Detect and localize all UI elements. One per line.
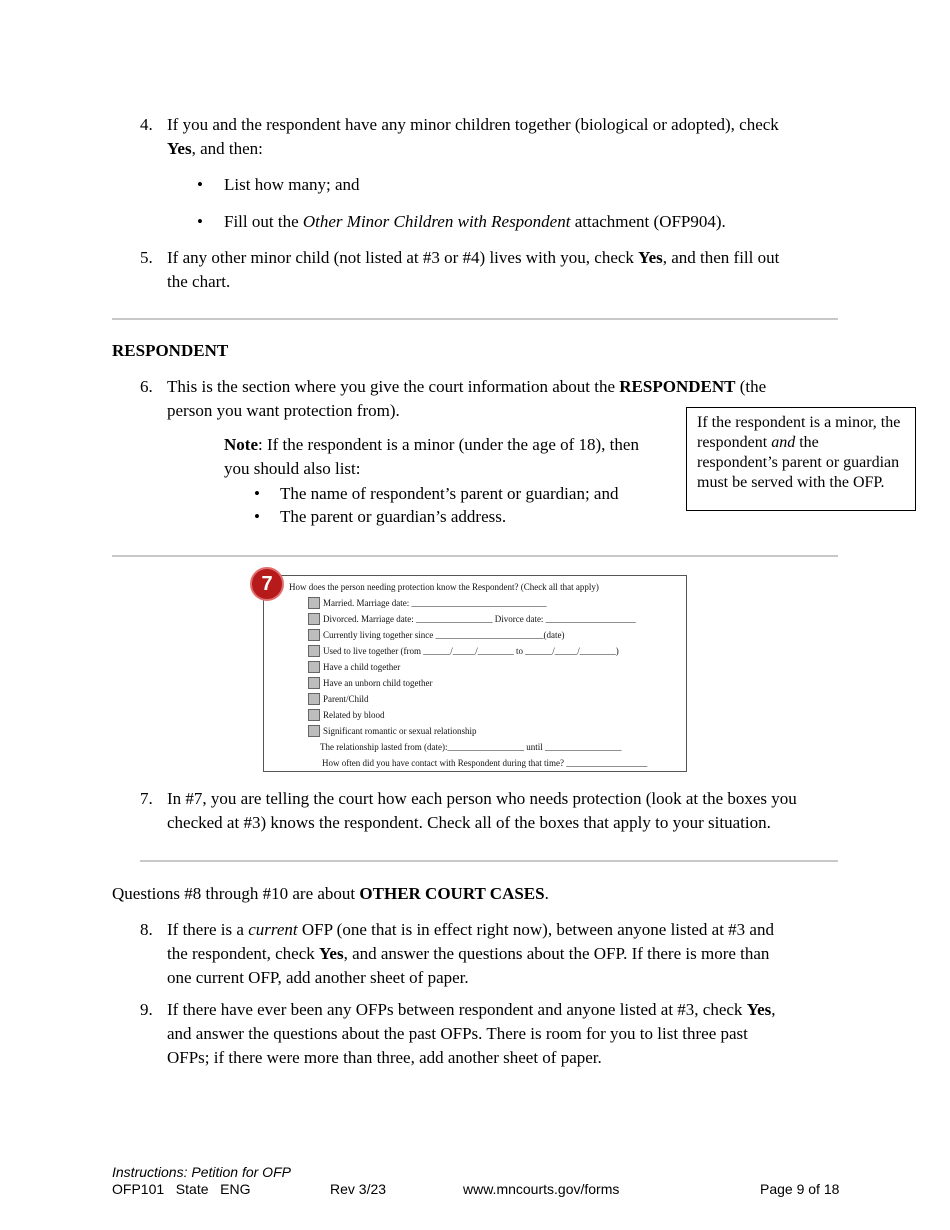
checkbox-icon — [308, 677, 320, 689]
item-7-number: 7. — [140, 789, 153, 808]
form-checkbox-item: Significant romantic or sexual relationship — [308, 723, 476, 739]
checkbox-icon — [308, 725, 320, 737]
form-checkbox-item: Married. Marriage date: ______________________________ — [308, 595, 546, 611]
item-4-bullet-1: List how many; and — [224, 175, 360, 194]
checkbox-icon — [308, 661, 320, 673]
form-excerpt-question-7 — [263, 575, 687, 772]
footer-form-code: OFP101 State ENG — [112, 1181, 251, 1197]
bullet-icon: • — [254, 484, 260, 503]
checkbox-icon — [308, 629, 320, 641]
form-checkbox-item: Have a child together — [308, 659, 400, 675]
section-divider — [112, 555, 838, 557]
item-9-number: 9. — [140, 1000, 153, 1019]
form-checkbox-item: Have an unborn child together — [308, 675, 432, 691]
bullet-icon: • — [197, 175, 203, 194]
questions-intro: Questions #8 through #10 are about OTHER COURT CASES. — [112, 884, 549, 903]
item-4-bullet-2: Fill out the Other Minor Children with Respondent attachment (OFP904). — [224, 212, 726, 231]
form-relationship-dates: The relationship lasted from (date):_________________ until _________________ — [320, 742, 622, 752]
form-checkbox-item: Divorced. Marriage date: _________________ Divorce date: ____________________ — [308, 611, 636, 627]
item-6-bullet-1: The name of respondent’s parent or guardian; and — [280, 484, 619, 503]
item-4-text: If you and the respondent have any minor children together (biological or adopted), check Yes, and then: — [167, 115, 779, 158]
item-6-number: 6. — [140, 377, 153, 396]
form-contact-frequency: How often did you have contact with Respondent during that time? __________________ — [322, 758, 648, 768]
footer-page-number: Page 9 of 18 — [760, 1181, 840, 1197]
checkbox-icon — [308, 709, 320, 721]
question-7-badge: 7 — [250, 567, 284, 601]
item-6-text: This is the section where you give the court information about the RESPONDENT (the person you want protection from). — [167, 377, 767, 420]
respondent-heading: RESPONDENT — [112, 341, 229, 360]
item-8-text: If there is a current OFP (one that is in effect right now), between anyone listed at #3 and the respondent, check Yes, and answer the questions about the OFP. If there is more than one current OFP, add another sheet of paper. — [167, 920, 774, 987]
item-5-number: 5. — [140, 248, 153, 267]
checkbox-icon — [308, 645, 320, 657]
form-question: How does the person needing protection know the Respondent? (Check all that apply) — [289, 582, 599, 592]
checkbox-icon — [308, 597, 320, 609]
item-7-text: In #7, you are telling the court how each person who needs protection (look at the boxes you checked at #3) knows the respondent. Check all of the boxes that apply to your situation. — [167, 789, 797, 832]
item-6-bullet-2: The parent or guardian’s address. — [280, 507, 507, 526]
minor-respondent-note-box: If the respondent is a minor, the respondent and the respondent’s parent or guardian must be served with the OFP. — [686, 407, 916, 511]
form-checkbox-item: Currently living together since ________________________(date) — [308, 627, 564, 643]
checkbox-icon — [308, 613, 320, 625]
item-6-note: Note: If the respondent is a minor (under the age of 18), then you should also list: — [224, 435, 639, 478]
item-9-text: If there have ever been any OFPs between respondent and anyone listed at #3, check Yes, and answer the questions about the past OFPs. There is room for you to list three past OFPs; if there were more than three, add another sheet of paper. — [167, 1000, 776, 1067]
footer-revision: Rev 3/23 — [330, 1181, 387, 1197]
footer-url[interactable]: www.mncourts.gov/forms — [463, 1181, 620, 1197]
section-divider — [112, 318, 838, 320]
item-8-number: 8. — [140, 920, 153, 939]
form-checkbox-item: Parent/Child — [308, 691, 369, 707]
footer-title: Instructions: Petition for OFP — [112, 1164, 291, 1180]
item-4-number: 4. — [140, 115, 153, 134]
checkbox-icon — [308, 693, 320, 705]
form-checkbox-item: Related by blood — [308, 707, 385, 723]
item-5-text: If any other minor child (not listed at #3 or #4) lives with you, check Yes, and then fill out the chart. — [167, 248, 780, 291]
bullet-icon: • — [197, 212, 203, 231]
bullet-icon: • — [254, 507, 260, 526]
section-divider — [140, 860, 838, 862]
form-checkbox-item: Used to live together (from ______/_____/________ to ______/_____/________) — [308, 643, 619, 659]
